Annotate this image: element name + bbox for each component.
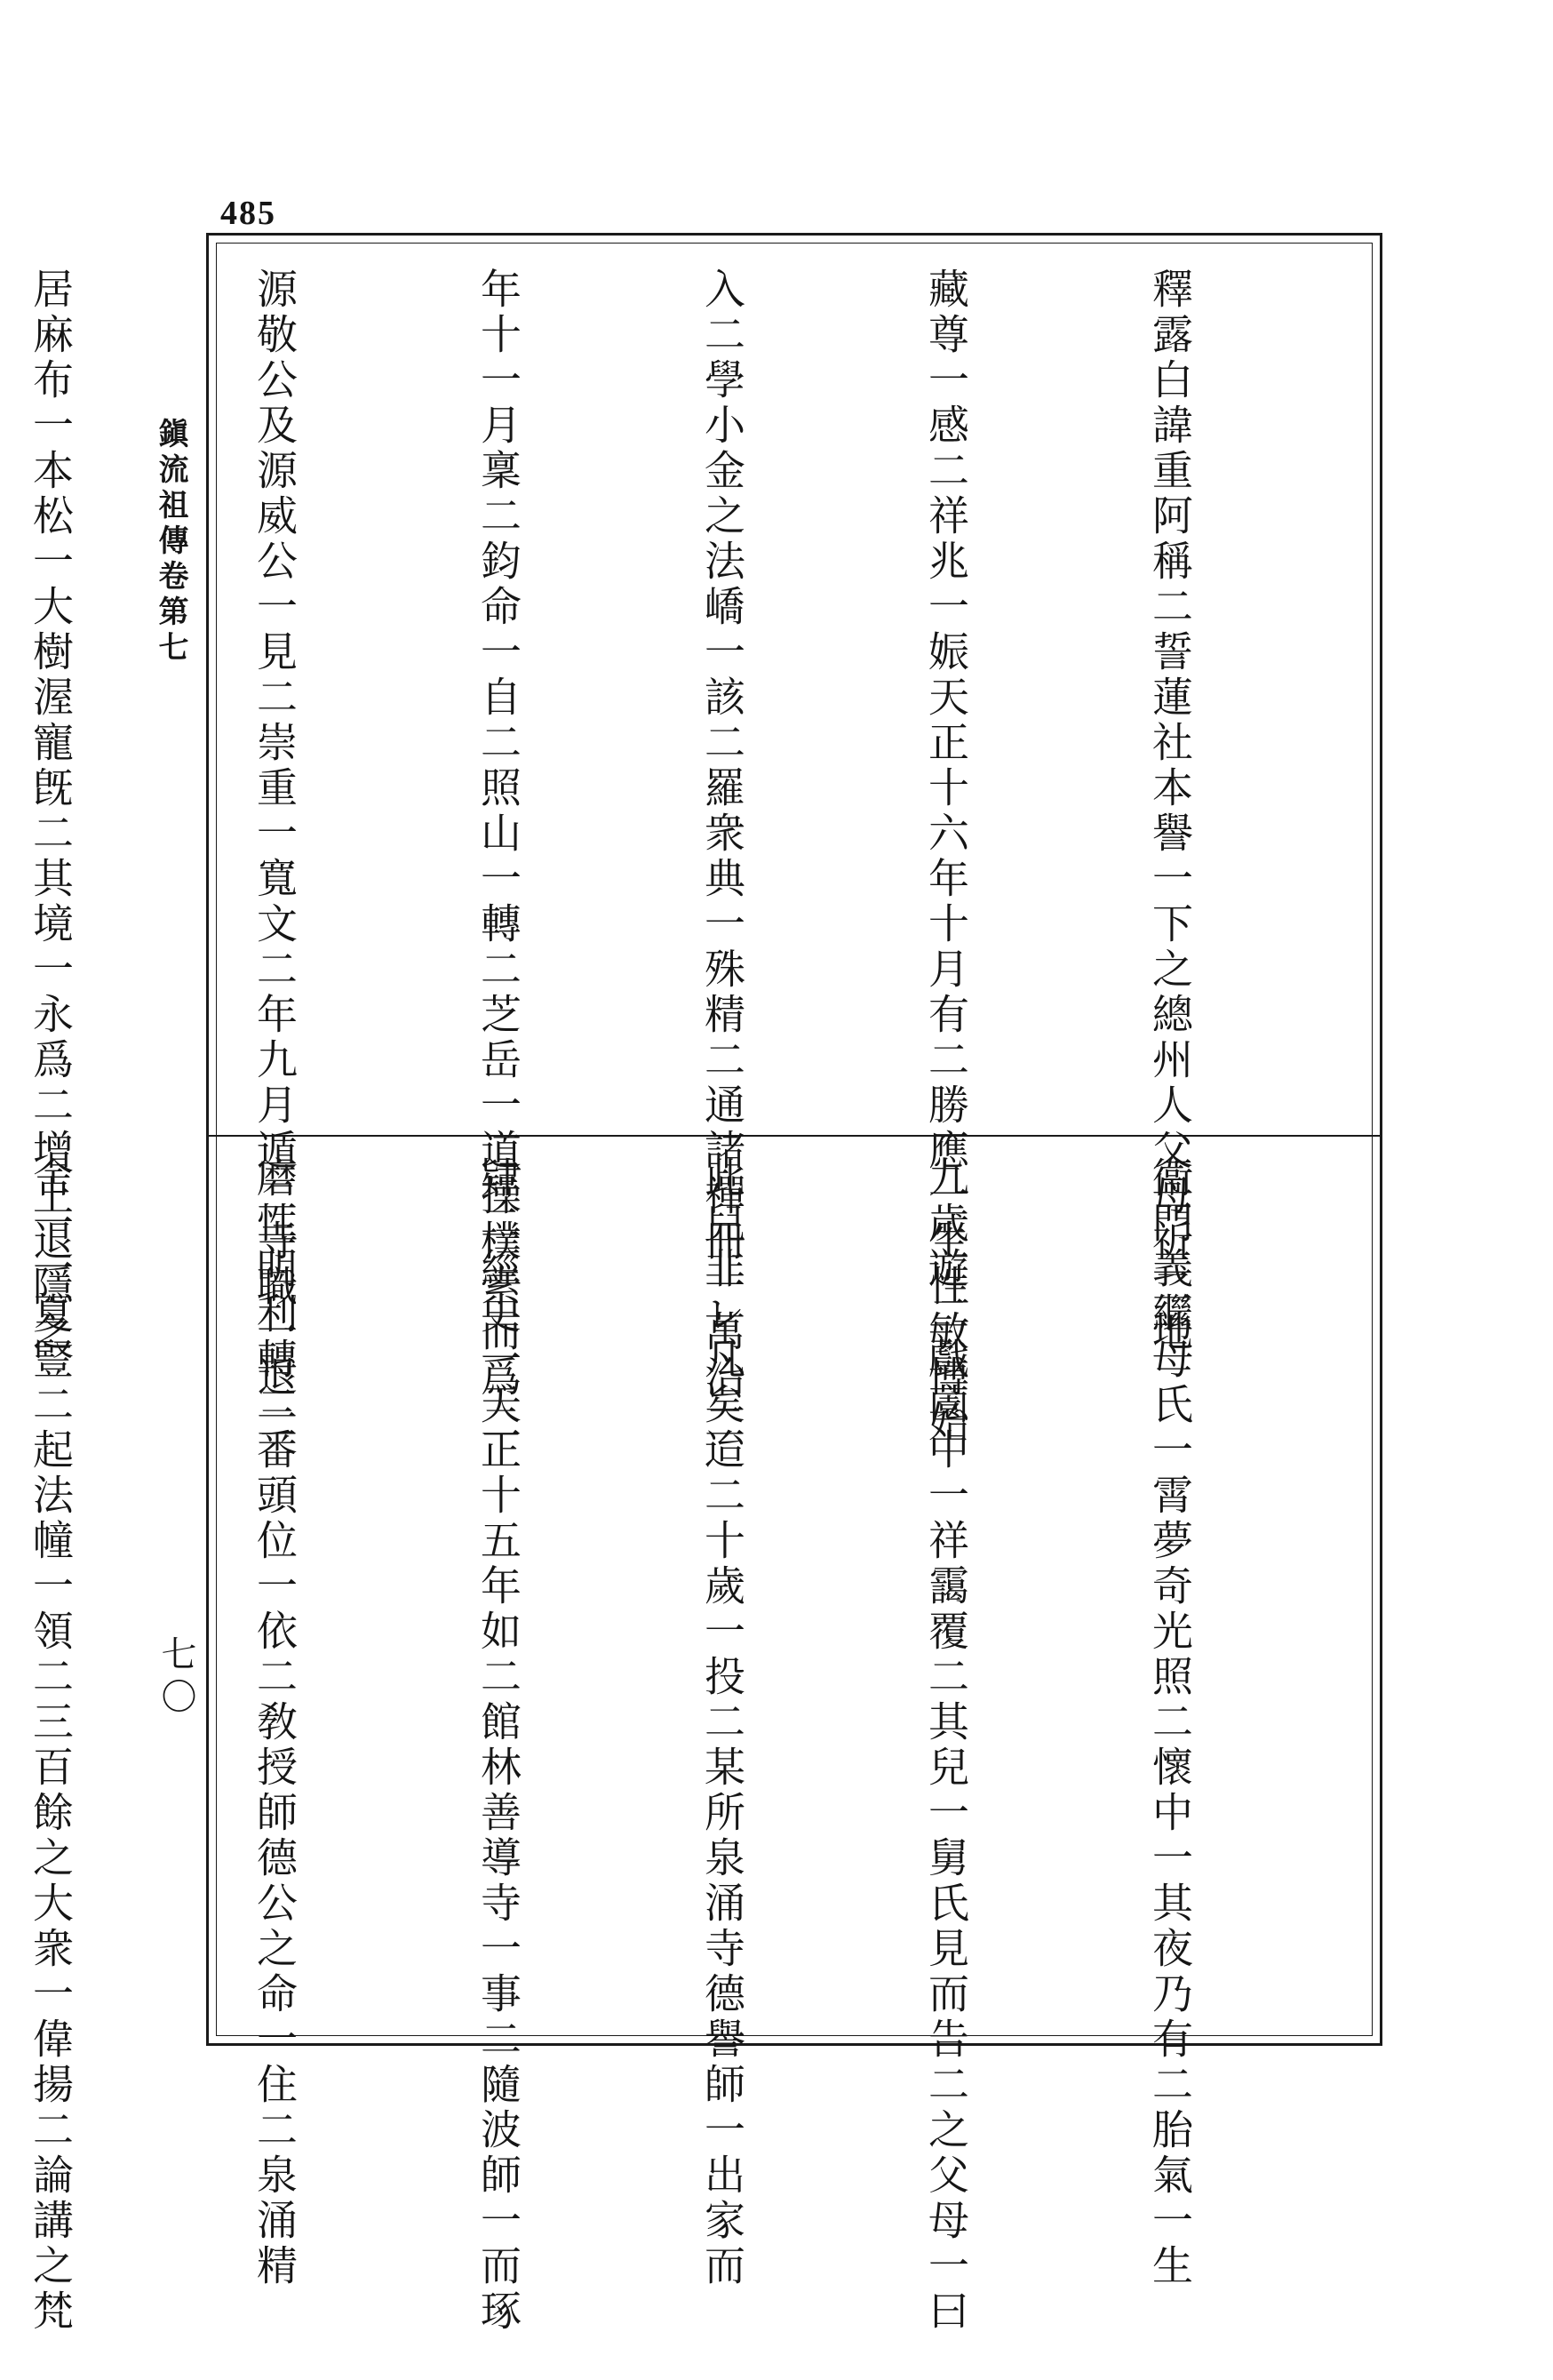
lower-column-3: 此兒非レ凡矣迨二十歲一投二某所泉涌寺德譽師一出家而: [698, 1156, 746, 2289]
lower-column-6: 舍一一夏豎二起法幢一領二三百餘之大衆一偉揚二論講之梵: [27, 1156, 75, 2335]
running-head: 鎭流祖傳卷第七: [153, 418, 188, 667]
lower-column-4: 肄二經史一天正十五年如二館林善導寺一事二隨波師一而琢: [474, 1156, 522, 2335]
upper-column-2: 藏尊一感二祥兆一娠天正十六年十月有二勝應一生性敏博始: [922, 268, 970, 1446]
upper-column-3: 入二學小金之法嶠一該二羅衆典一殊精二通諸禪冊一萬治二: [698, 268, 746, 1446]
upper-column-5: 源敬公及源威公一見二崇重一寬文二年九月遁二寺職一退二: [251, 268, 299, 1446]
folio-number: 七〇: [155, 1635, 196, 1721]
lower-column-5: 磨性明利轉二番頭位一依二敎授師德公之命一住二泉涌精: [251, 1156, 299, 2289]
lower-column-1: 衞門義繼母氏一霄夢奇光照二懷中一其夜乃有二胎氣一生: [1146, 1156, 1194, 2289]
upper-column-6: 居麻布一本松一大樹渥寵旣二其境一永爲二增上退隱之: [27, 268, 75, 1355]
lower-column-2: 九歲遊二戲薗中一祥靄覆二其兒一舅氏見而告二之父母一曰: [922, 1156, 970, 2335]
register-divider: [209, 1135, 1380, 1137]
upper-column-1: 釋露白諱重阿稱二誓蓮社本譽一下之總州人父母祈二地: [1146, 268, 1194, 1355]
page-number: 485: [220, 195, 276, 232]
upper-column-4: 年十一月稟二鈞命一自二照山一轉二芝岳一道操樸素而爲二: [474, 268, 522, 1446]
